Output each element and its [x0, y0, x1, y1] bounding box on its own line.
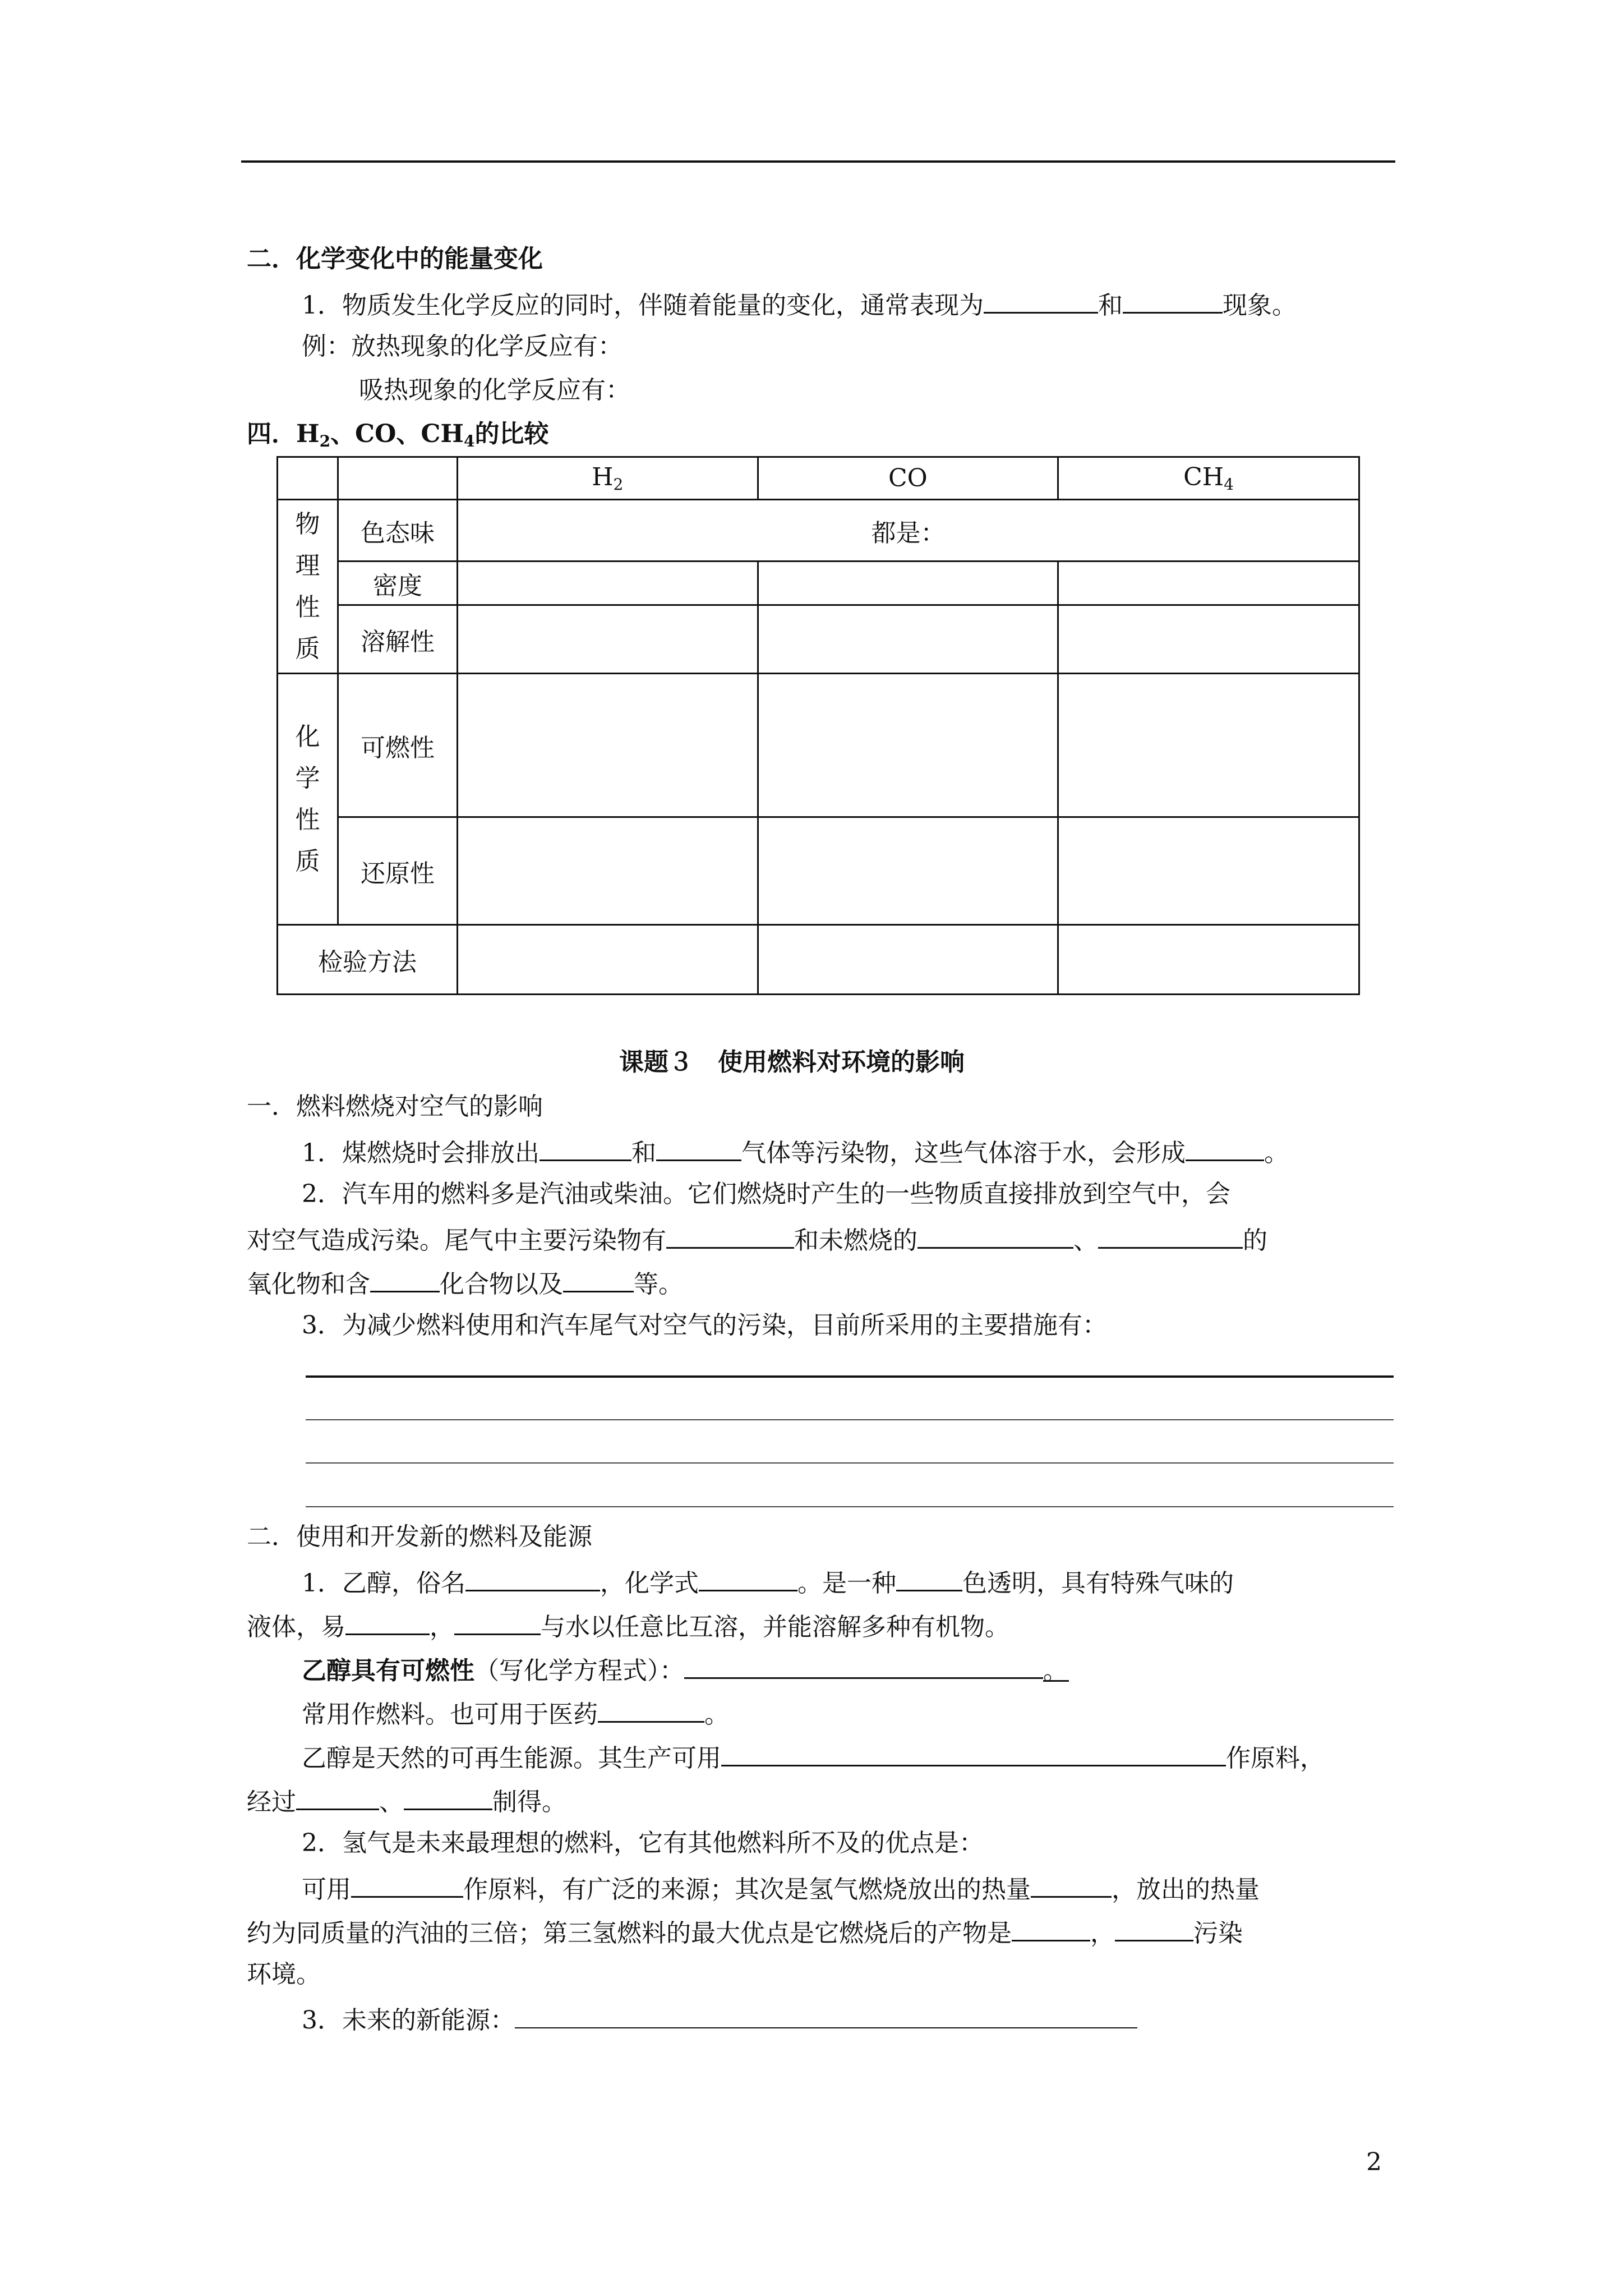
answer-line[interactable]	[306, 1419, 1394, 1420]
blank[interactable]: 。	[1043, 1654, 1069, 1682]
ethanol-line-5: 乙醇是天然的可再生能源。其生产可用 作原料，	[302, 1739, 1325, 1775]
blank[interactable]	[656, 1134, 741, 1161]
section-title-energy: 二．化学变化中的能量变化	[247, 245, 543, 273]
hydrogen-line-1: 2．氢气是未来最理想的燃料，它有其他燃料所不及的优点是：	[302, 1829, 984, 1857]
blank[interactable]	[984, 286, 1098, 314]
table-cell[interactable]	[1058, 817, 1359, 925]
row-label-reduction: 还原性	[338, 817, 457, 925]
part1-title: 一．燃料燃烧对空气的影响	[247, 1092, 543, 1121]
group-chemical-properties: 化学性质	[278, 674, 338, 925]
col-header-co: CO	[758, 457, 1058, 500]
blank[interactable]	[1115, 1914, 1193, 1941]
table-cell[interactable]	[758, 562, 1058, 605]
topic-title: 课题３ 使用燃料对环境的影响	[619, 1048, 965, 1076]
section-title-comparison: 四．$H_2$、CO、$CH_4$的比较	[247, 420, 549, 450]
blank[interactable]	[721, 1739, 1226, 1766]
hydrogen-line-2: 可用 作原料，有广泛的来源；其次是氢气燃烧放出的热量 ，放出的热量	[302, 1870, 1260, 1907]
blank[interactable]	[296, 1783, 379, 1810]
table-cell[interactable]	[1058, 674, 1359, 817]
hydrogen-line-3: 约为同质量的汽油的三倍；第三氢燃料的最大优点是它燃烧后的产物是 ， 污染	[247, 1914, 1243, 1950]
table-cell[interactable]	[458, 925, 758, 995]
row-label-solubility: 溶解性	[338, 605, 457, 674]
header-rule	[241, 160, 1395, 163]
blank[interactable]	[598, 1695, 704, 1723]
table-cell[interactable]	[1058, 562, 1359, 605]
answer-line[interactable]	[306, 1375, 1394, 1378]
row-label-flammability: 可燃性	[338, 674, 457, 817]
blank[interactable]	[896, 1564, 962, 1591]
answer-line[interactable]	[306, 1462, 1394, 1464]
ethanol-line-1: 1．乙醇，俗名 ，化学式 。是一种 色透明，具有特殊气味的	[302, 1564, 1234, 1600]
ethanol-line-3: 乙醇具有可燃性（写化学方程式）： 。	[302, 1651, 1069, 1688]
table-cell[interactable]	[758, 674, 1058, 817]
car-fuel-line-1: 2．汽车用的燃料多是汽油或柴油。它们燃烧时产生的一些物质直接排放到空气中，会	[302, 1180, 1230, 1208]
table-cell[interactable]	[458, 605, 758, 674]
blank[interactable]	[563, 1265, 634, 1292]
blank[interactable]	[345, 1608, 430, 1635]
table-cell[interactable]	[458, 817, 758, 925]
blank[interactable]	[684, 1651, 1043, 1679]
blank[interactable]	[351, 1870, 463, 1898]
cell-all-are[interactable]: 都是：	[458, 500, 1359, 562]
table-corner-cell	[278, 457, 338, 500]
table-cell[interactable]	[758, 817, 1058, 925]
measures-item: 3．为减少燃料使用和汽车尾气对空气的污染，目前所采用的主要措施有：	[302, 1311, 1107, 1340]
blank[interactable]	[1186, 1134, 1264, 1161]
hydrogen-line-4: 环境。	[247, 1960, 321, 1989]
blank[interactable]	[917, 1221, 1073, 1249]
example-endothermic: 吸热现象的化学反应有：	[359, 376, 630, 404]
row-label-color: 色态味	[338, 500, 457, 562]
table-cell[interactable]	[1058, 925, 1359, 995]
blank[interactable]	[1031, 1870, 1112, 1898]
ethanol-line-4: 常用作燃料。也可用于医药 。	[302, 1695, 729, 1732]
coal-item: 1．煤燃烧时会排放出 和 气体等污染物，这些气体溶于水，会形成 。	[302, 1134, 1289, 1170]
row-label-test-method: 检验方法	[278, 925, 458, 995]
blank[interactable]	[454, 1608, 541, 1635]
car-fuel-line-2: 对空气造成污染。尾气中主要污染物有 和未燃烧的 、 的	[247, 1221, 1267, 1258]
blank[interactable]	[1098, 1221, 1243, 1249]
blank[interactable]	[666, 1221, 794, 1249]
blank[interactable]	[465, 1564, 600, 1591]
blank[interactable]	[1012, 1914, 1090, 1941]
blank[interactable]	[540, 1134, 631, 1161]
blank[interactable]	[515, 2001, 1137, 2028]
car-fuel-line-3: 氧化物和含 化合物以及 等。	[247, 1265, 683, 1301]
group-physical-properties: 物理性质	[278, 500, 338, 674]
blank[interactable]	[404, 1783, 492, 1810]
table-cell[interactable]	[758, 925, 1058, 995]
future-energy-line: 3．未来的新能源：	[302, 2001, 1137, 2037]
table-cell[interactable]	[1058, 605, 1359, 674]
example-exothermic: 例：放热现象的化学反应有：	[302, 332, 623, 361]
ethanol-line-6: 经过 、 制得。	[247, 1783, 566, 1819]
page-number: 2	[1366, 2148, 1382, 2177]
answer-line[interactable]	[306, 1506, 1394, 1507]
blank[interactable]	[699, 1564, 797, 1591]
table-cell[interactable]	[758, 605, 1058, 674]
table-corner-cell	[338, 457, 457, 500]
col-header-h2: $H_2$	[458, 457, 758, 500]
part2-title: 二．使用和开发新的燃料及能源	[247, 1522, 592, 1551]
ethanol-line-2: 液体，易 ， 与水以任意比互溶，并能溶解多种有机物。	[247, 1608, 1009, 1644]
blank[interactable]	[1123, 286, 1223, 314]
col-header-ch4: $CH_4$	[1058, 457, 1359, 500]
blank[interactable]	[370, 1265, 440, 1292]
table-cell[interactable]	[458, 674, 758, 817]
table-cell[interactable]	[458, 562, 758, 605]
comparison-table	[276, 456, 1360, 995]
row-label-density: 密度	[338, 562, 457, 605]
energy-item-1: 1．物质发生化学反应的同时，伴随着能量的变化，通常表现为 和 现象。	[302, 286, 1297, 323]
